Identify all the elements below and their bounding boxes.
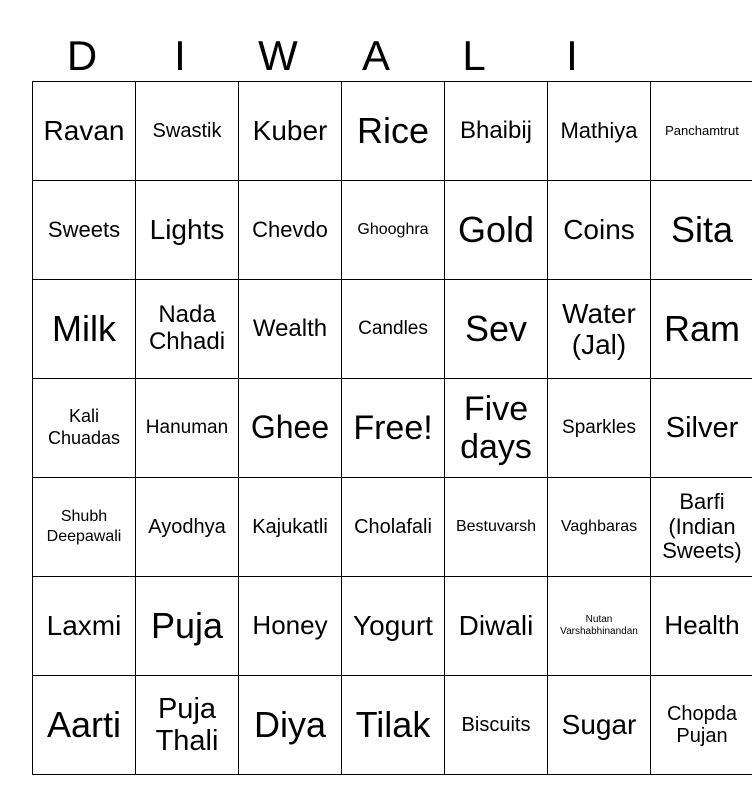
- bingo-cell[interactable]: [239, 478, 342, 577]
- cell-label: Sev: [464, 308, 528, 350]
- cell-label: Silver: [665, 411, 739, 444]
- cell-label: Candles: [358, 318, 428, 340]
- cell-label: Sparkles: [562, 417, 636, 439]
- cell-label: Hanuman: [145, 417, 229, 439]
- bingo-cell[interactable]: [33, 676, 136, 775]
- bingo-cell[interactable]: [136, 478, 239, 577]
- cell-label: Sweets: [47, 216, 121, 242]
- cell-label: Health: [664, 610, 740, 641]
- grid-row: [33, 280, 752, 379]
- bingo-cell[interactable]: [136, 82, 239, 181]
- bingo-cell[interactable]: [445, 280, 548, 379]
- bingo-cell[interactable]: [33, 82, 136, 181]
- cell-label: Rice: [356, 110, 430, 152]
- cell-label: Nada Chhadi: [148, 301, 226, 355]
- cell-label: Honey: [252, 610, 328, 641]
- cell-label: Yogurt: [353, 610, 433, 642]
- grid-row: [33, 181, 752, 280]
- cell-label: Ayodhya: [148, 515, 226, 538]
- cell-label: Lights: [149, 214, 225, 246]
- bingo-cell[interactable]: [136, 379, 239, 478]
- cell-label: Ghee: [250, 409, 330, 446]
- cell-label: Ravan: [43, 115, 125, 147]
- bingo-cell[interactable]: [136, 280, 239, 379]
- cell-label: Shubh Deepawali: [46, 508, 122, 545]
- cell-label: Vaghbaras: [560, 518, 638, 535]
- cell-label: Biscuits: [461, 713, 531, 736]
- bingo-cell[interactable]: [136, 676, 239, 775]
- bingo-cell[interactable]: [239, 577, 342, 676]
- bingo-cell[interactable]: [342, 577, 445, 676]
- bingo-cell[interactable]: [342, 280, 445, 379]
- bingo-cell[interactable]: [651, 379, 752, 478]
- cell-label: Kali Chuadas: [47, 406, 121, 448]
- cell-label: Nutan Varshabhinandan: [560, 614, 638, 637]
- bingo-cell[interactable]: [651, 82, 752, 181]
- bingo-cell[interactable]: [445, 379, 548, 478]
- bingo-cell[interactable]: [342, 676, 445, 775]
- bingo-cell[interactable]: [445, 676, 548, 775]
- bingo-cell[interactable]: [239, 379, 342, 478]
- cell-label: Coins: [563, 214, 635, 246]
- grid-row: [33, 676, 752, 775]
- bingo-cell[interactable]: [548, 676, 651, 775]
- cell-label: Free!: [353, 408, 433, 447]
- cell-label: Kuber: [252, 115, 328, 147]
- bingo-cell[interactable]: [239, 280, 342, 379]
- bingo-cell[interactable]: [342, 181, 445, 280]
- cell-label: Laxmi: [46, 610, 122, 642]
- bingo-cell[interactable]: [33, 577, 136, 676]
- cell-label: Five days: [460, 389, 532, 466]
- bingo-cell[interactable]: [342, 82, 445, 181]
- cell-label: Sugar: [561, 709, 637, 741]
- cell-label: Milk: [52, 308, 116, 350]
- cell-label: Aarti: [46, 704, 122, 746]
- bingo-header: [33, 30, 719, 82]
- bingo-cell[interactable]: [651, 181, 752, 280]
- bingo-grid: [32, 81, 752, 775]
- bingo-cell[interactable]: [548, 577, 651, 676]
- bingo-cell[interactable]: [548, 478, 651, 577]
- header-letter-l: L: [462, 32, 486, 79]
- header-letter-i: I: [174, 32, 186, 79]
- cell-label: Diwali: [458, 610, 534, 642]
- cell-label: Barfi (Indian Sweets): [662, 489, 742, 564]
- cell-label: Tilak: [355, 704, 431, 746]
- bingo-cell[interactable]: [651, 676, 752, 775]
- cell-label: Ghooghra: [357, 221, 429, 238]
- bingo-cell[interactable]: [33, 181, 136, 280]
- bingo-cell[interactable]: [33, 478, 136, 577]
- cell-label: Ram: [663, 308, 740, 350]
- cell-label: Swastik: [152, 119, 222, 142]
- bingo-cell[interactable]: [445, 82, 548, 181]
- grid-row: [33, 82, 752, 181]
- cell-label: Bestuvarsh: [455, 518, 537, 535]
- bingo-cell[interactable]: [239, 181, 342, 280]
- cell-label: Kajukatli: [252, 515, 328, 538]
- cell-label: Panchamtrut: [665, 123, 739, 139]
- header-letter-a: A: [361, 32, 390, 79]
- cell-label: Water (Jal): [562, 297, 636, 360]
- header-letter-d: D: [66, 32, 98, 79]
- bingo-cell[interactable]: [445, 577, 548, 676]
- cell-label: Mathiya: [560, 117, 638, 143]
- bingo-cell[interactable]: [239, 82, 342, 181]
- bingo-cell[interactable]: [445, 181, 548, 280]
- bingo-cell[interactable]: [651, 478, 752, 577]
- cell-label: Puja Thali: [155, 692, 219, 757]
- grid-row: [33, 379, 752, 478]
- bingo-cell[interactable]: [445, 478, 548, 577]
- grid-row: [33, 478, 752, 577]
- bingo-cell[interactable]: [33, 379, 136, 478]
- cell-label: Sita: [670, 209, 734, 251]
- bingo-cell[interactable]: [548, 379, 651, 478]
- bingo-cell[interactable]: [136, 181, 239, 280]
- cell-label: Wealth: [252, 314, 328, 342]
- header-letter-i-2: I: [566, 32, 578, 79]
- bingo-cell[interactable]: [342, 478, 445, 577]
- header-letter-w: W: [258, 32, 298, 79]
- bingo-cell[interactable]: [136, 577, 239, 676]
- grid-row: [33, 577, 752, 676]
- cell-label: Puja: [150, 605, 224, 647]
- cell-label: Diya: [253, 704, 327, 746]
- cell-label: Chevdo: [252, 216, 328, 242]
- bingo-cell[interactable]: [651, 280, 752, 379]
- bingo-cell[interactable]: [548, 82, 651, 181]
- cell-label: Chopda Pujan: [666, 702, 738, 747]
- bingo-cell[interactable]: [651, 577, 752, 676]
- bingo-cell[interactable]: [239, 676, 342, 775]
- bingo-cell[interactable]: [342, 379, 445, 478]
- bingo-cell[interactable]: [33, 280, 136, 379]
- bingo-cell[interactable]: [548, 181, 651, 280]
- cell-label: Bhaibij: [459, 116, 533, 144]
- cell-label: Cholafali: [354, 515, 432, 538]
- cell-label: Gold: [457, 209, 535, 251]
- bingo-cell[interactable]: [548, 280, 651, 379]
